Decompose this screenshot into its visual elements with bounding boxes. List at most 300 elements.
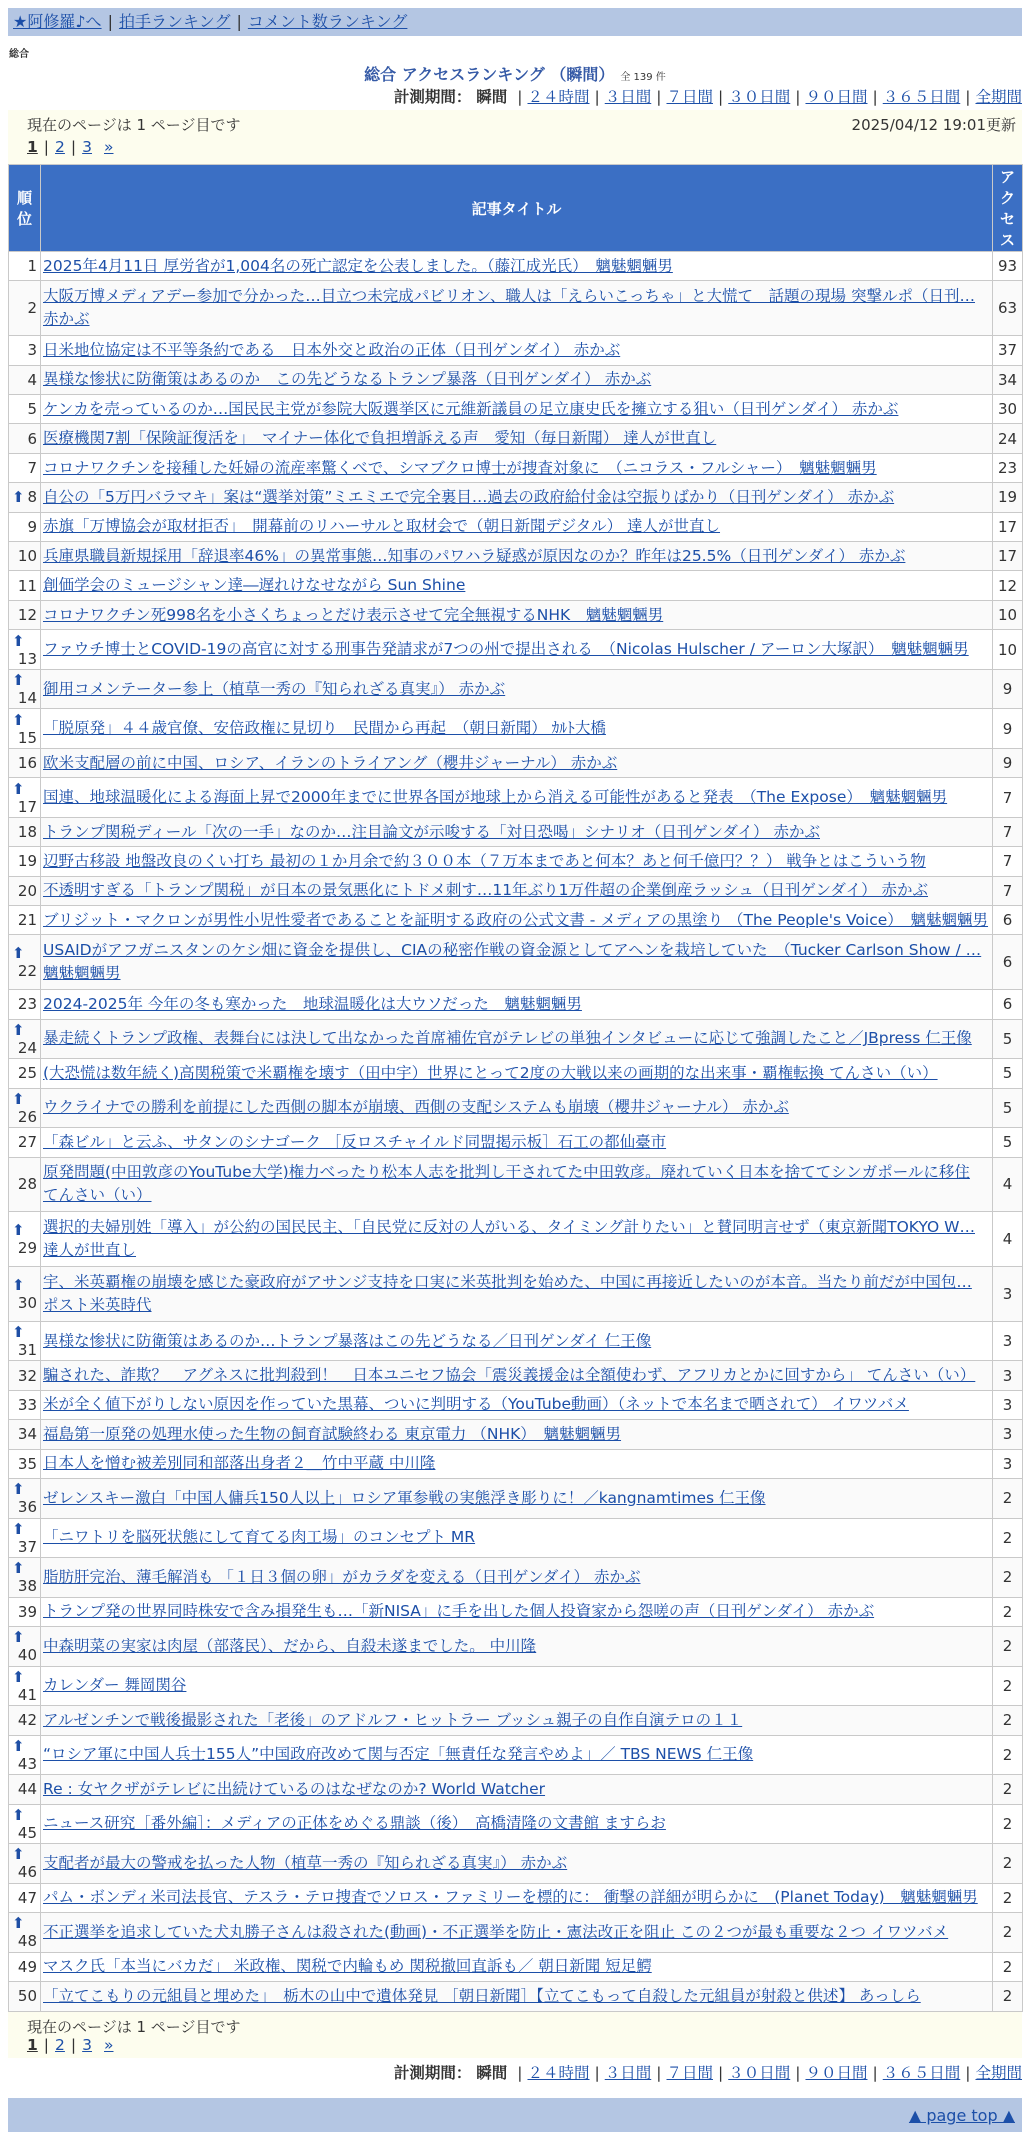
access-count: 2 [993,1597,1023,1626]
title-cell [41,1361,993,1390]
access-count: 9 [993,669,1023,709]
rank-cell [9,252,41,281]
period-link[interactable]: 全期間 [975,2064,1022,2082]
period-link[interactable]: ２４時間 [527,2064,590,2082]
rank-up-icon: ⬆ [12,1736,25,1755]
table-row [9,1597,1023,1626]
title-cell [41,1844,993,1884]
table-row [9,1883,1023,1912]
updated-timestamp: 2025/04/12 19:01更新 [851,116,1016,134]
rank-up-icon: ⬆ [12,1914,25,1933]
rank-cell [9,1157,41,1212]
separator: | [965,2064,971,2082]
article-link[interactable]: 日米地位協定は不平等条約である 日本外交と政治の正体（日刊ゲンダイ） 赤かぶ [43,340,621,359]
table-row [9,453,1023,482]
title-cell [41,1775,993,1804]
article-link[interactable]: 選択的夫婦別姓「導入」が公約の国民民主、「自民党に反対の人がいる、タイミング計りたい」と賛同明言せず（東京新聞TOKYO W… 達人が世直し [43,1218,975,1260]
article-link[interactable]: 異様な惨状に防衛策はあるのか この先どうなるトランプ暴落（日刊ゲンダイ） 赤かぶ [43,370,652,389]
rank-up-icon: ⬆ [12,1275,25,1294]
title-cell [41,1128,993,1157]
article-link[interactable]: ウクライナでの勝利を前提にした西側の脚本が崩壊、西側の支配システムも崩壊（櫻井ジャーナル） 赤かぶ [43,1098,789,1117]
article-link[interactable]: 赤旗「万博協会が取材拒否」 開幕前のリハーサルと取材会で（朝日新聞デジタル） 達人が世直し [43,517,721,536]
table-row [9,990,1023,1019]
rank-number: 6 [27,429,37,448]
table-row [9,1267,1023,1322]
access-count: 2 [993,1558,1023,1598]
table-row [9,669,1023,709]
access-count: 7 [993,876,1023,905]
rank-number: 28 [17,1175,37,1194]
rank-cell [9,1883,41,1912]
period-link[interactable]: ３０日間 [728,88,791,106]
page-link[interactable]: 2 [55,2036,65,2054]
access-count: 9 [993,709,1023,749]
separator: | [517,88,523,106]
title-cell [41,1518,993,1558]
rank-number: 18 [17,823,37,842]
rank-up-icon: ⬆ [12,710,25,729]
article-link[interactable]: 自公の「5万円バラマキ」案は“選挙対策”ミエミエで完全裏目…過去の政府給付金は空振りばかり（日刊ゲンダイ） 赤かぶ [43,487,895,506]
article-link[interactable]: ケンカを売っているのか…国民民主党が参院大阪選挙区に元維新議員の足立康史氏を擁立する狙い（日刊ゲンダイ） 赤かぶ [43,399,899,418]
rank-cell [9,365,41,394]
rank-number: 43 [17,1754,37,1773]
rank-number: 13 [17,649,37,668]
article-link[interactable]: 日本人を憎む被差別同和部落出身者２＿竹中平蔵 中川隆 [43,1454,436,1473]
rank-number: 12 [17,606,37,625]
rank-cell [9,669,41,709]
table-row [9,630,1023,670]
rank-number: 3 [27,341,37,360]
title-cell [41,935,993,990]
table-row [9,1913,1023,1953]
title-cell [41,847,993,876]
table-row [9,252,1023,281]
title-cell [41,1883,993,1912]
title-cell [41,1666,993,1706]
rank-number: 50 [17,1987,37,2006]
page-next-link[interactable]: » [104,2036,114,2054]
title-cell [41,365,993,394]
title-cell [41,512,993,541]
period-selector-top [394,87,1022,107]
rank-number: 29 [17,1239,37,1258]
article-link[interactable]: 宇、米英覇権の崩壊を感じた豪政府がアサンジ支持を口実に米英批判を始めた、中国に再接近したいのが本音。当たり前だが中国包… ポスト米英時代 [43,1272,972,1314]
period-link[interactable]: ３６５日間 [882,2064,961,2082]
table-row [9,1844,1023,1884]
rank-number: 16 [17,754,37,773]
access-count: 2 [993,1913,1023,1953]
access-count: 24 [993,424,1023,453]
page-next-link[interactable]: » [104,138,114,156]
rank-cell [9,281,41,336]
separator: | [43,138,50,156]
rank-cell [9,1361,41,1390]
rank-number: 23 [17,995,37,1014]
title-cell [41,630,993,670]
rank-number: 14 [17,689,37,708]
rank-number: 31 [17,1341,37,1360]
rank-number: 26 [17,1107,37,1126]
article-link[interactable]: トランプ関税ディール「次の一手」なのか…注目論文が示唆する「対日恐喝」シナリオ（日刊ゲンダイ） 赤かぶ [43,822,820,841]
rank-number: 21 [17,911,37,930]
article-link[interactable]: ニュース研究［番外編］：メディアの正体をめぐる鼎談（後） 高橋清隆の文書館 ますらお [43,1814,666,1833]
rank-number: 27 [17,1133,37,1152]
access-count: 5 [993,1088,1023,1128]
table-row [9,1059,1023,1088]
access-count: 2 [993,1981,1023,2011]
article-link[interactable]: 脂肪肝完治、薄毛解消も 「１日３個の卵」がカラダを変える（日刊ゲンダイ） 赤かぶ [43,1567,641,1586]
rank-cell [9,1518,41,1558]
separator: | [718,2064,724,2082]
table-row [9,1479,1023,1519]
title-cell [41,1088,993,1128]
rank-number: 19 [17,852,37,871]
title-cell [41,1804,993,1844]
article-link[interactable]: 支配者が最大の警戒を払った人物（植草一秀の『知られざる真実』） 赤かぶ [43,1853,568,1872]
access-count: 4 [993,1157,1023,1212]
title-cell [41,1913,993,1953]
period-current: 瞬間 [476,2064,508,2082]
rank-cell [9,1321,41,1361]
access-count: 4 [993,1212,1023,1267]
rank-number: 32 [17,1366,37,1385]
article-link[interactable]: 「脱原発」４４歳官僚、安倍政権に見切り 民間から再起 （朝日新聞） ｶﾙﾄ大橋 [43,719,606,738]
rank-number: 38 [17,1577,37,1596]
period-selector-bottom [394,2063,1022,2083]
access-count: 37 [993,336,1023,365]
period-link[interactable]: ３日間 [604,2064,652,2082]
separator: | [718,88,724,106]
rank-cell [9,1666,41,1706]
rank-cell [9,1981,41,2011]
title-cell [41,778,993,818]
rank-number: 10 [17,547,37,566]
rank-cell [9,935,41,990]
access-count: 3 [993,1321,1023,1361]
table-row [9,336,1023,365]
access-count: 2 [993,1706,1023,1735]
article-link[interactable]: 兵庫県職員新規採用「辞退率46%」の異常事態…知事のパワハラ疑惑が原因なのか？昨年は25.5%（日刊ゲンダイ） 赤かぶ [43,546,906,565]
top-nav-bar [8,8,1022,36]
rank-cell [9,1804,41,1844]
article-link[interactable]: 「ニワトリを脳死状態にして育てる肉工場」のコンセプト MR [43,1528,476,1547]
nav-home-link[interactable]: ★阿修羅♪へ [13,12,102,31]
table-row [9,1420,1023,1449]
rank-number: 44 [17,1780,37,1799]
article-link[interactable]: “ロシア軍に中国人兵士155人”中国政府改めて関与否定「無責任な発言やめよ」／ TBS NEWS 仁王像 [43,1745,754,1764]
access-count: 2 [993,1844,1023,1884]
title-cell [41,600,993,629]
period-link[interactable]: ３６５日間 [882,88,961,106]
article-link[interactable]: 2025年4月11日 厚労省が1,004名の死亡認定を公表しました。（藤江成光氏） 魑魅魍魎男 [43,256,673,275]
title-cell [41,1558,993,1598]
title-cell [41,1212,993,1267]
current-page-message: 現在のページは 1 ページ目です [27,2018,241,2036]
current-page-message: 現在のページは 1 ページ目です [27,116,241,134]
access-count: 93 [993,252,1023,281]
access-count: 6 [993,935,1023,990]
rank-cell [9,847,41,876]
rank-number: 5 [27,400,37,419]
rank-up-icon: ⬆ [12,1519,25,1538]
page-link[interactable]: 3 [82,138,93,156]
table-row [9,709,1023,749]
rank-up-icon: ⬆ [12,1480,25,1499]
page-top-link[interactable]: ▲ page top ▲ [908,2106,1015,2125]
article-link[interactable]: マスク氏「本当にバカだ」 米政権、関税で内輪もめ 関税撤回直訴も／ 朝日新聞 短足鰐 [43,1957,652,1976]
access-count: 2 [993,1804,1023,1844]
article-link[interactable]: 辺野古移設 地盤改良のくい打ち 最初の１か月余で約３００本（７万本まであと何本？あと何千億円？？） 戦争とはこういう物 [43,851,926,870]
rank-up-icon: ⬆ [12,631,25,650]
period-label: 計測期間： [393,2064,472,2082]
article-link[interactable]: 不正選挙を追求していた犬丸勝子さんは殺された(動画)・不正選挙を防止・憲法改正を阻止 この２つが最も重要な２つ イワツバメ [43,1922,949,1941]
access-count: 2 [993,1952,1023,1981]
period-link[interactable]: ７日間 [666,2064,713,2082]
title-cell [41,990,993,1019]
table-row [9,1981,1023,2011]
title-cell [41,1390,993,1419]
article-link[interactable]: Re : 女ヤクザがテレビに出続けているのはなぜなのか? World Watcher [43,1779,546,1798]
rank-number: 2 [27,299,37,318]
rank-cell [9,1844,41,1884]
period-link[interactable]: ３日間 [604,88,652,106]
rank-up-icon: ⬆ [12,1628,25,1647]
rank-up-icon: ⬆ [12,1323,25,1342]
rank-number: 46 [17,1863,37,1882]
period-link[interactable]: ９０日間 [805,2064,868,2082]
access-count: 7 [993,778,1023,818]
rank-header: 順位 [9,165,41,252]
rank-cell [9,630,41,670]
title-header: 記事タイトル [41,165,993,252]
separator: | [795,88,801,106]
access-count: 30 [993,394,1023,423]
article-link[interactable]: アルゼンチンで戦後撮影された「老後」のアドルフ・ヒットラー ブッシュ親子の自作自演テロの１１ [43,1710,743,1729]
title-cell [41,424,993,453]
article-link[interactable]: 医療機関7割「保険証復活を」 マイナー体化で負担増訴える声 愛知（毎日新聞） 達人が世直し [43,429,717,448]
article-link[interactable]: 御用コメンテーター参上（植草一秀の『知られざる真実』） 赤かぶ [43,679,506,698]
separator: | [656,88,662,106]
access-count: 10 [993,600,1023,629]
title-cell [41,281,993,336]
article-link[interactable]: ブリジット・マクロンが男性小児性愛者であることを証明する政府の公式文書 - メディアの黒塗り （The People's Voice） 魑魅魍魎男 [43,910,989,929]
page-heading [0,62,1030,85]
access-count: 2 [993,1666,1023,1706]
title-cell [41,1706,993,1735]
rank-cell [9,1420,41,1449]
title-cell [41,394,993,423]
article-link[interactable]: 異様な惨状に防衛策はあるのか…トランプ暴落はこの先どうなる／日刊ゲンダイ 仁王像 [43,1331,652,1350]
rank-number: 9 [27,517,37,536]
article-link[interactable]: (大恐慌は数年続く)高関税策で米覇権を壊す（田中宇）世界にとって2度の大戦以来の画期的な出来事・覇権転換 てんさい（い） [43,1063,938,1082]
rank-cell [9,1088,41,1128]
period-link[interactable]: ２４時間 [527,88,590,106]
table-row [9,1558,1023,1598]
table-row [9,1666,1023,1706]
rank-number: 41 [17,1685,37,1704]
rank-cell [9,748,41,777]
rank-number: 47 [17,1888,37,1907]
period-current: 瞬間 [476,88,508,106]
period-link[interactable]: ９０日間 [805,88,868,106]
article-link[interactable]: 福島第一原発の処理水使った生物の飼育試験終わる 東京電力 （NHK） 魑魅魍魎男 [43,1424,622,1443]
title-cell [41,542,993,571]
separator: | [43,2036,50,2054]
page-link[interactable]: 2 [55,138,65,156]
access-count: 3 [993,1420,1023,1449]
period-link[interactable]: 全期間 [975,88,1022,106]
rank-number: 33 [17,1395,37,1414]
period-link[interactable]: ３０日間 [728,2064,791,2082]
rank-cell [9,1479,41,1519]
title-cell [41,1627,993,1667]
rank-cell [9,1449,41,1478]
separator: | [236,12,242,31]
access-count: 5 [993,1128,1023,1157]
rank-cell [9,1775,41,1804]
title-cell [41,1981,993,2011]
rank-cell [9,1558,41,1598]
page-current: 1 [27,2036,38,2054]
access-count: 5 [993,1019,1023,1059]
article-link[interactable]: 暴走続くトランプ政権、表舞台には決して出なかった首席補佐官がテレビの単独インタビューに応じて強調したこと／JBpress 仁王像 [43,1029,972,1048]
title-cell [41,1267,993,1322]
rank-number: 8 [27,488,37,507]
rank-number: 39 [17,1602,37,1621]
table-row [9,876,1023,905]
article-link[interactable]: 創価学会のミュージシャン達―遅れけなせながら Sun Shine [43,576,466,595]
table-row [9,1706,1023,1735]
article-link[interactable]: 原発問題(中田敦彦のYouTube大学)権力べったり松本人志を批判し干されてた中田敦彦。廃れていく日本を捨ててシンガポールに移住 てんさい（い） [43,1163,970,1205]
table-row [9,1321,1023,1361]
table-row [9,1804,1023,1844]
page-link[interactable]: 3 [82,2036,93,2054]
access-count: 23 [993,453,1023,482]
access-count: 5 [993,1059,1023,1088]
nav-comment-ranking-link[interactable]: コメント数ランキング [247,12,408,31]
title-cell [41,1735,993,1775]
period-link[interactable]: ７日間 [666,88,713,106]
rank-number: 22 [17,962,37,981]
separator: | [594,88,600,106]
table-row [9,394,1023,423]
article-link[interactable]: 「森ビル」と云ふ、サタンのシナゴーク ［反ロスチャイルド同盟掲示板］石工の都仙臺市 [43,1132,667,1151]
rank-cell [9,1952,41,1981]
table-row [9,424,1023,453]
rank-cell [9,1212,41,1267]
article-link[interactable]: 欧米支配層の前に中国、ロシア、イランのトライアング（櫻井ジャーナル） 赤かぶ [43,753,618,772]
article-link[interactable]: 中森明菜の実家は肉屋（部落民）、だから、自殺未遂までした。 中川隆 [43,1636,537,1655]
separator: | [965,88,971,106]
rank-cell [9,709,41,749]
rank-cell [9,1059,41,1088]
access-count: 3 [993,1361,1023,1390]
article-link[interactable]: 不透明すぎる「トランプ関税」が日本の景気悪化にトドメ刺す…11年ぶり1万件超の企業倒産ラッシュ（日刊ゲンダイ） 赤かぶ [43,881,929,900]
article-link[interactable]: カレンダー 舞岡関谷 [43,1676,187,1695]
rank-up-icon: ⬆ [12,1845,25,1864]
table-row [9,748,1023,777]
article-link[interactable]: 国連、地球温暖化による海面上昇で2000年までに世界各国が地球上から消える可能性があると発表 （The Expose） 魑魅魍魎男 [43,788,948,807]
table-row [9,1952,1023,1981]
rank-up-icon: ⬆ [12,488,25,507]
separator: | [107,12,113,31]
separator: | [656,2064,662,2082]
article-link[interactable]: パム・ボンディ米司法長官、テスラ・テロ捜査でソロス・ファミリーを標的に： 衝撃の詳細が明らかに (Planet Today) 魑魅魍魎男 [43,1888,978,1907]
rank-number: 1 [27,257,37,276]
table-row [9,542,1023,571]
period-label: 計測期間： [393,88,472,106]
article-link[interactable]: コロナワクチンを接種した妊婦の流産率驚くべで、シマブクロ博士が捜査対象に （ニコラス・フルシャー） 魑魅魍魎男 [43,458,877,477]
pager-top [8,110,1022,164]
access-count: 2 [993,1627,1023,1667]
table-row [9,1088,1023,1128]
title-cell [41,1479,993,1519]
rank-number: 17 [17,797,37,816]
article-link[interactable]: 米が全く値下がりしない原因を作っていた黒幕、ついに判明する（YouTube動画）（ネットで本名まで晒されて） イワツバメ [43,1395,909,1414]
article-link[interactable]: 大阪万博メディアデー参加で分かった…目立つ未完成パビリオン、職人は「えらいこっちゃ」と大慌て 話題の現場 突撃ルポ（日刊… 赤かぶ [43,287,975,329]
total-count: 全 139 件 [620,72,666,83]
rank-cell [9,453,41,482]
article-link[interactable]: 騙された、詐欺？ アグネスに批判殺到！ 日本ユニセフ協会「震災義援金は全額使わず、アフリカとかに回すから」 てんさい（い） [43,1366,976,1385]
table-row [9,1212,1023,1267]
access-count: 34 [993,365,1023,394]
rank-up-icon: ⬆ [12,1089,25,1108]
separator: | [594,2064,600,2082]
separator: | [70,138,77,156]
article-link[interactable]: ゼレンスキー激白「中国人傭兵150人以上」ロシア軍参戦の実態浮き彫りに！／kangnamtimes 仁王像 [43,1488,766,1507]
table-row [9,600,1023,629]
rank-cell [9,512,41,541]
rank-number: 11 [17,576,37,595]
rank-cell [9,1735,41,1775]
article-link[interactable]: 「立てこもりの元組員と埋めた」 栃木の山中で遺体発見 ［朝日新聞］【立てこもって自殺した元組員が射殺と供述】 あっしら [43,1986,921,2005]
rank-up-icon: ⬆ [12,671,25,690]
rank-cell [9,1267,41,1322]
access-count: 9 [993,748,1023,777]
title-cell [41,336,993,365]
title-cell [41,483,993,512]
page-nav [27,138,114,156]
rank-cell [9,1627,41,1667]
table-row [9,1361,1023,1390]
separator: | [517,2064,523,2082]
article-link[interactable]: 2024-2025年 今年の冬も寒かった 地球温暖化は大ウソだった 魑魅魍魎男 [43,994,582,1013]
article-link[interactable]: USAIDがアフガニスタンのケシ畑に資金を提供し、CIAの秘密作戦の資金源としてアヘンを栽培していた （Tucker Carlson Show / … 魑魅魍魎男 [43,941,982,983]
title-cell [41,709,993,749]
access-count: 10 [993,630,1023,670]
rank-number: 37 [17,1537,37,1556]
table-row [9,847,1023,876]
rank-cell [9,571,41,600]
rank-cell [9,1128,41,1157]
separator: | [872,2064,878,2082]
rank-cell [9,1019,41,1059]
nav-hakushu-ranking-link[interactable]: 拍手ランキング [118,12,231,31]
table-row [9,281,1023,336]
category-label: 総合 [9,49,29,60]
rank-cell [9,394,41,423]
rank-number: 4 [27,370,37,389]
article-link[interactable]: トランプ発の世界同時株安で含み損発生も…「新NISA」に手を出した個人投資家から怨嗟の声（日刊ゲンダイ） 赤かぶ [43,1602,875,1621]
rank-number: 45 [17,1823,37,1842]
table-row [9,1735,1023,1775]
page-nav [27,2036,114,2054]
article-link[interactable]: コロナワクチン死998名を小さくちょっとだけ表示させて完全無視するNHK 魑魅魍魎男 [43,605,664,624]
article-link[interactable]: ファウチ博士とCOVID-19の高官に対する刑事告発請求が7つの州で提出される （Nicolas Hulscher / アーロン大塚訳） 魑魅魍魎男 [43,640,969,658]
table-row [9,1518,1023,1558]
table-row [9,935,1023,990]
rank-number: 20 [17,881,37,900]
